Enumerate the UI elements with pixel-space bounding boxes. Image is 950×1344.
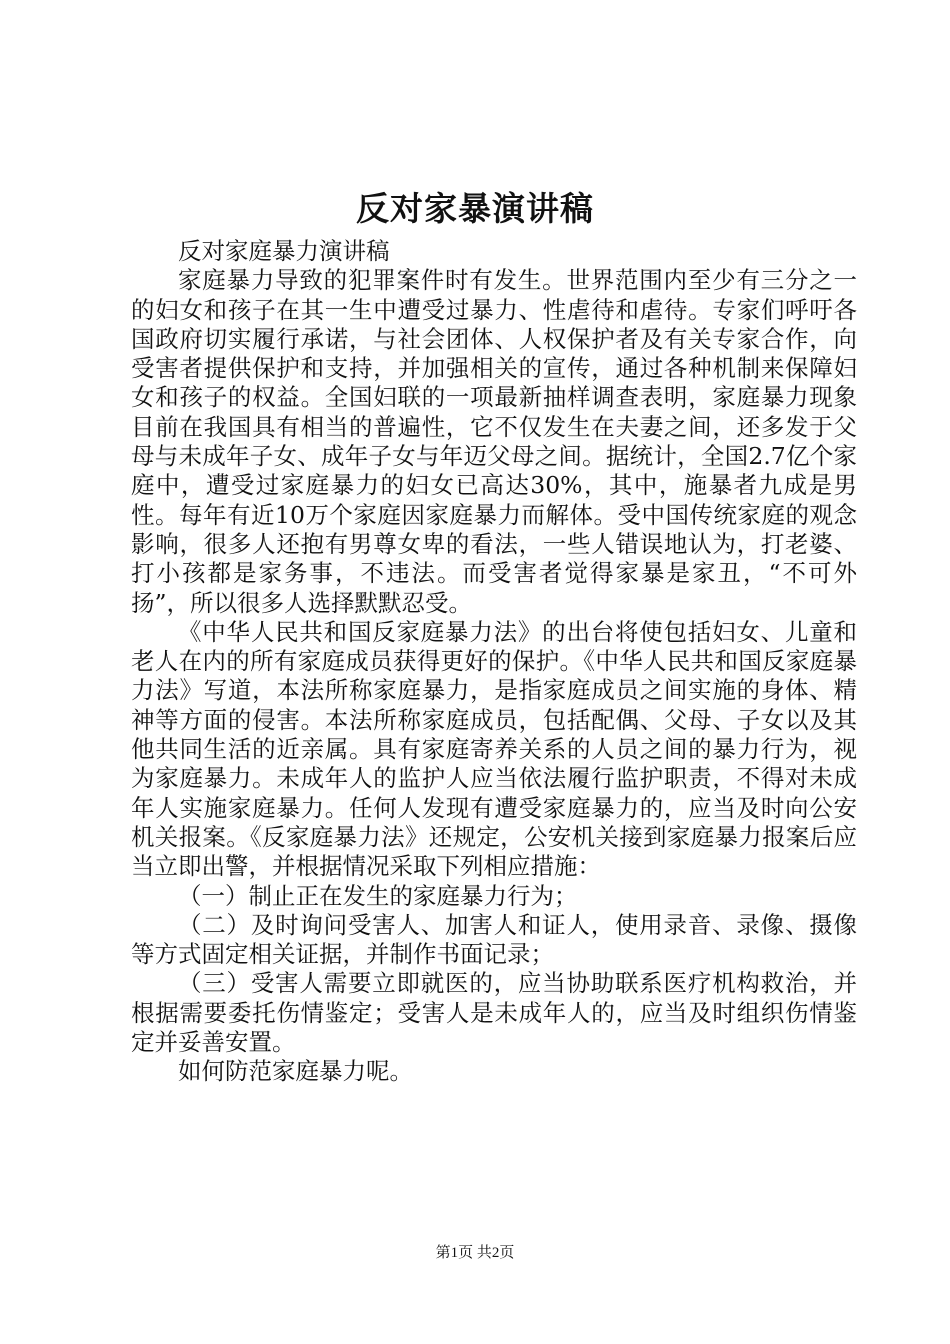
list-item-paragraph: （一）制止正在发生的家庭暴力行为；	[178, 881, 578, 910]
list-item-paragraph: （三）受害人需要立即就医的，应当协助联系医疗机构救治，并根据需要委托伤情鉴定；受害人是未成年人的，应当及时组织伤情鉴定并妥善安置。	[131, 969, 857, 1057]
subtitle-paragraph: 反对家庭暴力演讲稿	[178, 237, 390, 265]
list-item-paragraph: （二）及时询问受害人、加害人和证人，使用录音、录像、摄像等方式固定相关证据，并制作书面记录；	[131, 910, 857, 969]
document-body	[131, 237, 857, 1087]
body-paragraph: 如何防范家庭暴力呢。	[178, 1057, 413, 1086]
body-paragraph: 《中华人民共和国反家庭暴力法》的出台将使包括妇女、儿童和老人在内的所有家庭成员获得更好的保护。《中华人民共和国反家庭暴力法》写道，本法所称家庭暴力，是指家庭成员之间实施的身体、精神等方面的侵害。本法所称家庭成员，包括配偶、父母、子女以及其他共同生活的近亲属。具有家庭寄养关系的人员之间的暴力行为，视为家庭暴力。未成年人的监护人应当依法履行监护职责，不得对未成年人实施家庭暴力。任何人发现有遭受家庭暴力的，应当及时向公安机关报案。《反家庭暴力法》还规定，公安机关接到家庭暴力报案后应当立即出警，并根据情况采取下列相应措施：	[131, 617, 857, 881]
page-number-footer: 第1页 共2页	[435, 1245, 515, 1261]
document-title: 反对家暴演讲稿	[356, 189, 594, 228]
body-paragraph: 家庭暴力导致的犯罪案件时有发生。世界范围内至少有三分之一的妇女和孩子在其一生中遭受过暴力、性虐待和虐待。专家们呼吁各国政府切实履行承诺，与社会团体、人权保护者及有关专家合作，向受害者提供保护和支持，并加强相关的宣传，通过各种机制来保障妇女和孩子的权益。全国妇联的一项最新抽样调查表明，家庭暴力现象目前在我国具有相当的普遍性，它不仅发生在夫妻之间，还多发于父母与未成年子女、成年子女与年迈父母之间。据统计，全国2.7亿个家庭中，遭受过家庭暴力的妇女已高达30%，其中，施暴者九成是男性。每年有近10万个家庭因家庭暴力而解体。受中国传统家庭的观念影响，很多人还抱有男尊女卑的看法，一些人错误地认为，打老婆、打小孩都是家务事，不违法。而受害者觉得家暴是家丑，“不可外扬”，所以很多人选择默默忍受。	[131, 266, 857, 617]
